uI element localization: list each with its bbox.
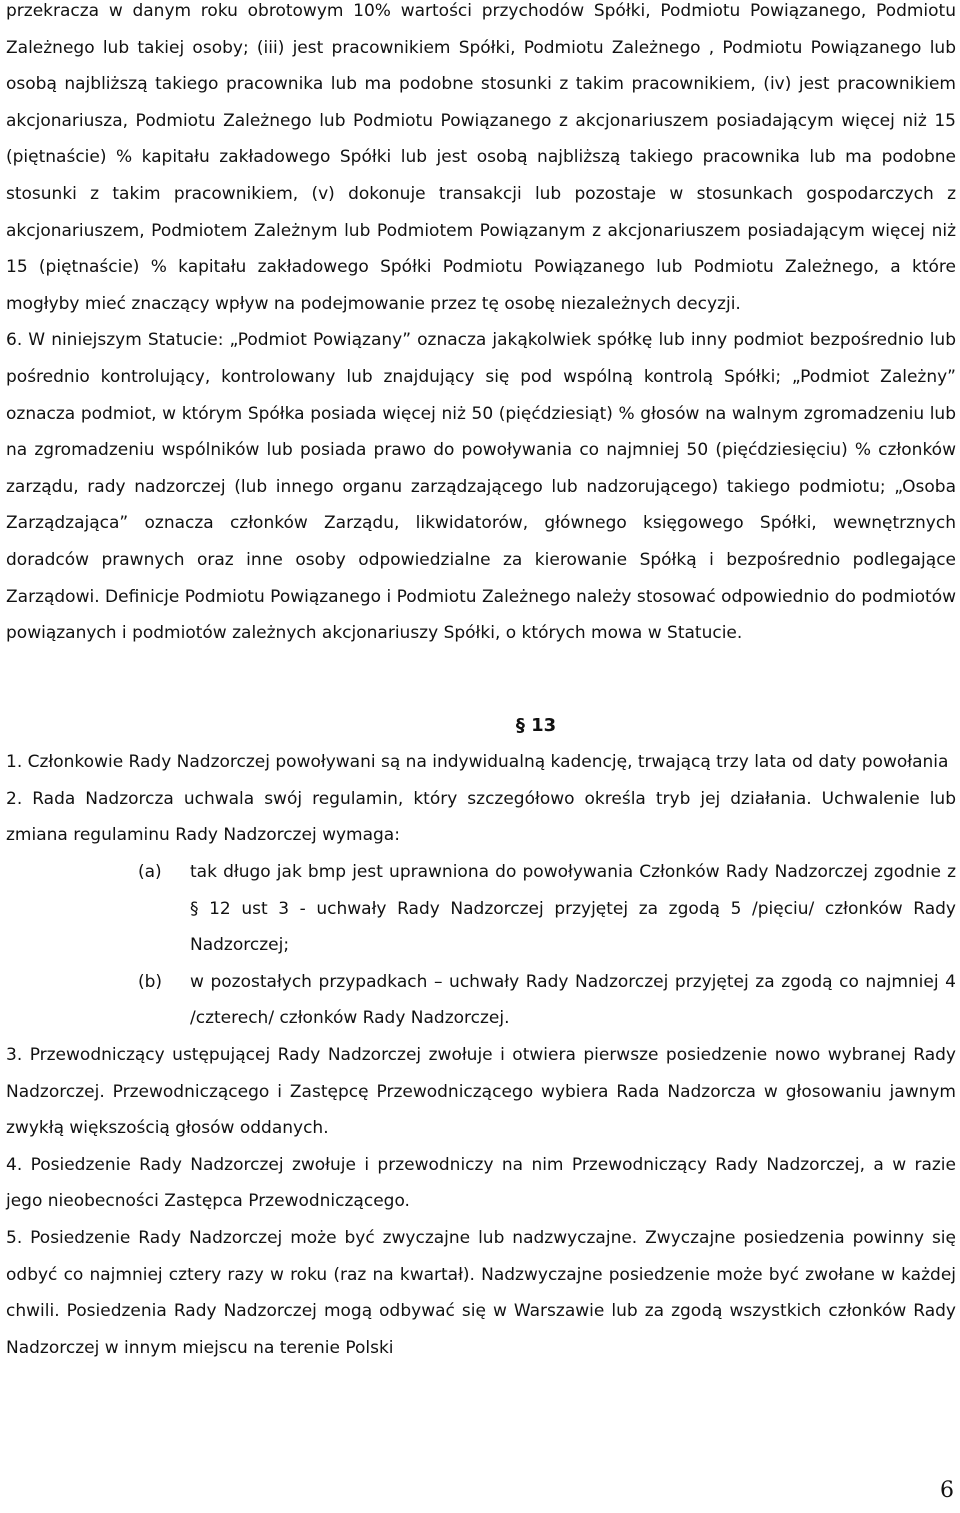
sub-item-mark: (a) bbox=[138, 862, 162, 883]
item-1-paragraph: 1. Członkowie Rady Nadzorczej powoływani są na indywidualną kadencję, trwającą trzy lata od daty powołania bbox=[6, 752, 949, 773]
intro-paragraph: przekracza w danym roku obrotowym 10% wartości przychodów Spółki, Podmiotu Powiązanego, Podmiotu Zależnego lub takiej osoby; (iii) jest pracownikiem Spółki, Podmiotu Zależnego , Podmiotu Powiązanego lub osobą najbliższą takiego pracownika lub ma podobne stosunki z takim pracownikiem, (iv) jest pracownikiem akcjonariusza, Podmiotu Zależnego lub Podmiotu Powiązanego z akcjonariuszem posiadającym więcej niż 15 (piętnaście) % kapitału zakładowego Spółki lub jest osobą najbliższą takiego pracownika lub ma podobne stosunki z takim pracownikiem, (v) dokonuje transakcji lub pozostaje w stosunkach gospodarczych z akcjonariuszem, Podmiotem Zależnym lub Podmiotem Powiązanym z akcjonariuszem posiadającym więcej niż 15 (piętnaście) % kapitału zakładowego Spółki Podmiotu Powiązanego lub Podmiotu Zależnego, a które mogłyby mieć znaczący wpływ na podejmowanie przez tę osobę niezależnych decyzji. bbox=[6, 1, 956, 314]
point-6-paragraph: 6. W niniejszym Statucie: „Podmiot Powiązany” oznacza jakąkolwiek spółkę lub inny podmiot bezpośrednio lub pośrednio kontrolujący, kontrolowany lub znajdujący się pod wspólną kontrolą Spółki; „Podmiot Zależny” oznacza podmiot, w którym Spółka posiada więcej niż 50 (pięćdziesiąt) % głosów na walnym zgromadzeniu lub na zgromadzeniu wspólników lub posiada prawo do powoływania co najmniej 50 (pięćdziesięciu) % członków zarządu, rady nadzorczej (lub innego organu zarządzającego lub nadzorującego) takiego podmiotu; „Osoba Zarządzająca” oznacza członków Zarządu, likwidatorów, głównego księgowego Spółki, wewnętrznych doradców prawnych oraz inne osoby odpowiedzialne za kierowanie Spółką i bezpośrednio podlegające Zarządowi. Definicje Podmiotu Powiązanego i Podmiotu Zależnego należy stosować odpowiednio do podmiotów powiązanych i podmiotów zależnych akcjonariuszy Spółki, o których mowa w Statucie. bbox=[6, 330, 956, 644]
sub-item-b bbox=[6, 964, 956, 1037]
sub-item-a bbox=[6, 854, 956, 964]
sub-item-mark: (b) bbox=[138, 971, 163, 992]
item-2-paragraph: 2. Rada Nadzorcza uchwala swój regulamin, który szczegółowo określa tryb jej działania. Uchwalenie lub zmiana regulaminu Rady Nadzorczej wymaga: bbox=[6, 788, 956, 846]
item-3-paragraph: 3. Przewodniczący ustępującej Rady Nadzorczej zwołuje i otwiera pierwsze posiedzenie nowo wybranej Rady Nadzorczej. Przewodniczącego i Zastępcę Przewodniczącego wybiera Rada Nadzorcza w głosowaniu jawnym zwykłą większością głosów oddanych. bbox=[6, 1045, 956, 1139]
document-page bbox=[6, 0, 956, 1366]
item-4-paragraph: 4. Posiedzenie Rady Nadzorczej zwołuje i przewodniczy na nim Przewodniczący Rady Nadzorczej, a w razie jego nieobecności Zastępca Przewodniczącego. bbox=[6, 1154, 956, 1212]
sub-item-text: tak długo jak bmp jest uprawniona do powoływania Członków Rady Nadzorczej zgodnie z § 12 ust 3 - uchwały Rady Nadzorczej przyjętej za zgodą 5 /pięciu/ członków Rady Nadzorczej; bbox=[190, 862, 956, 956]
sub-item-text: w pozostałych przypadkach – uchwały Rady Nadzorczej przyjętej za zgodą co najmniej 4 /czterech/ członków Rady Nadzorczej. bbox=[190, 971, 956, 1029]
section-heading: § 13 bbox=[515, 714, 557, 736]
page-number: 6 bbox=[940, 1478, 954, 1503]
item-5-paragraph: 5. Posiedzenie Rady Nadzorczej może być zwyczajne lub nadzwyczajne. Zwyczajne posiedzenia powinny się odbyć co najmniej cztery razy w roku (raz na kwartał). Nadzwyczajne posiedzenie może być zwołane w każdej chwili. Posiedzenia Rady Nadzorczej mogą odbywać się w Warszawie lub za zgodą wszystkich członków Rady Nadzorczej w innym miejscu na terenie Polski bbox=[6, 1228, 956, 1358]
